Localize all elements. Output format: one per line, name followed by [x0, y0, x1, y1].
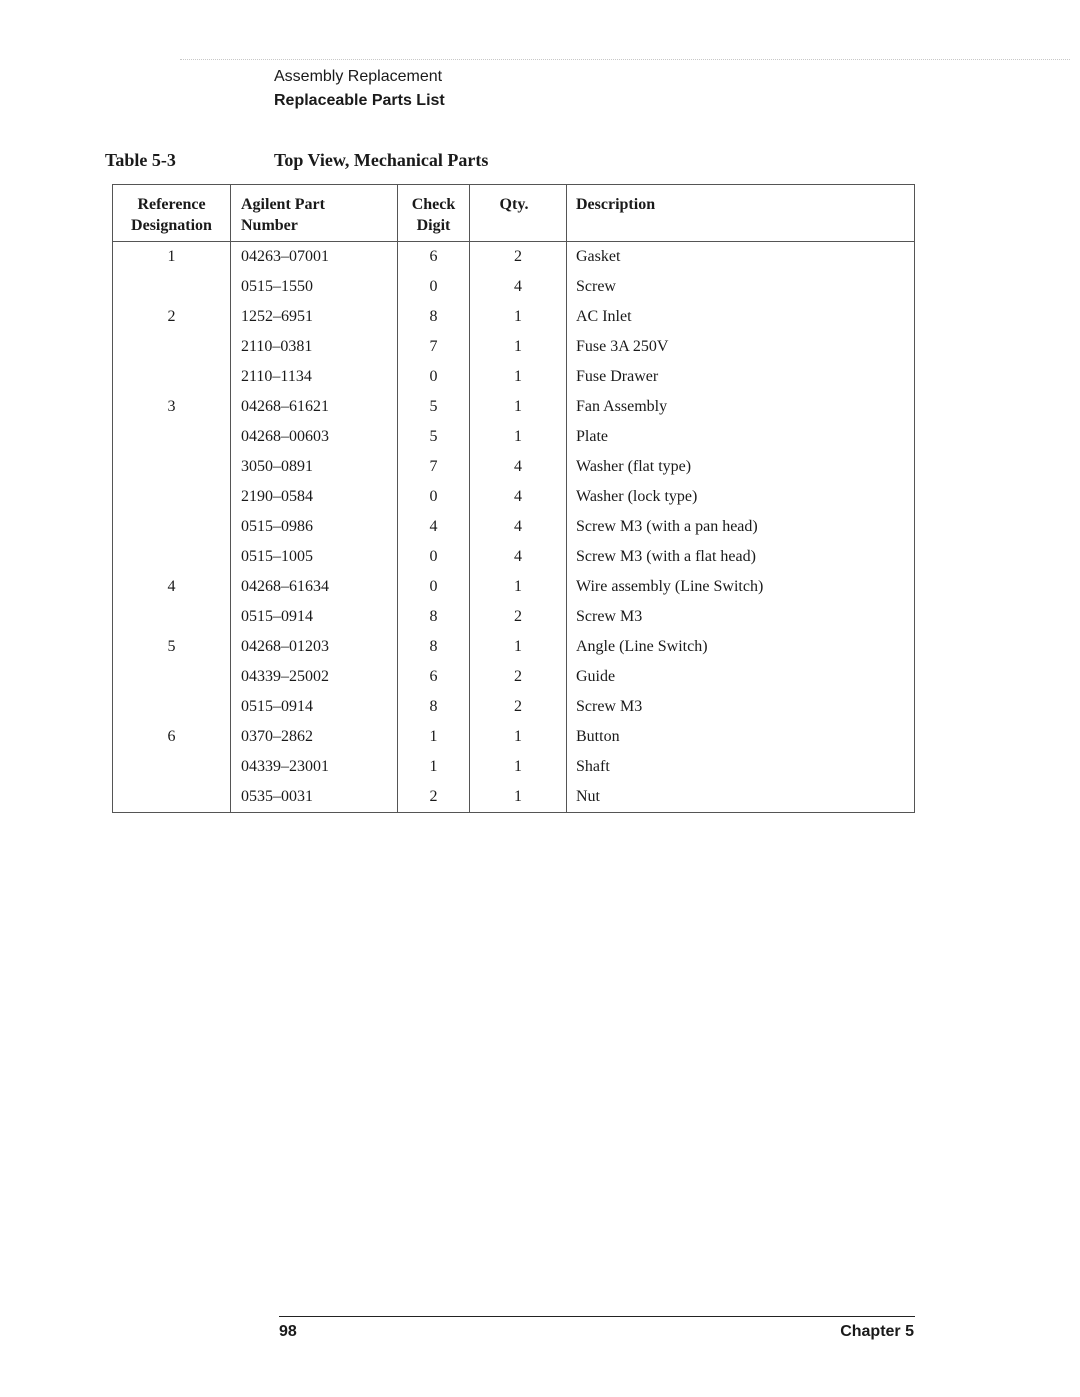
cell-qty: 1: [470, 302, 567, 332]
column-header-description: Description: [567, 185, 915, 242]
cell-description: Button: [567, 722, 915, 752]
cell-qty: 4: [470, 482, 567, 512]
table-row: [113, 242, 915, 273]
cell-qty: 2: [470, 692, 567, 722]
cell-reference: [113, 272, 231, 302]
cell-check-digit: 0: [398, 482, 470, 512]
cell-description: Shaft: [567, 752, 915, 782]
cell-part-number: 0370–2862: [231, 722, 398, 752]
cell-reference: 6: [113, 722, 231, 752]
cell-check-digit: 4: [398, 512, 470, 542]
cell-check-digit: 0: [398, 542, 470, 572]
cell-reference: [113, 422, 231, 452]
cell-qty: 2: [470, 242, 567, 273]
cell-description: Screw M3: [567, 602, 915, 632]
column-header-reference-line1: Reference: [137, 196, 206, 213]
page-number: 98: [279, 1323, 297, 1340]
cell-check-digit: 8: [398, 632, 470, 662]
cell-description: Gasket: [567, 242, 915, 273]
cell-qty: 4: [470, 512, 567, 542]
table-row: [113, 482, 915, 512]
cell-part-number: 04263–07001: [231, 242, 398, 273]
cell-reference: [113, 362, 231, 392]
cell-reference: [113, 452, 231, 482]
cell-part-number: 04268–00603: [231, 422, 398, 452]
cell-part-number: 0515–0914: [231, 692, 398, 722]
cell-reference: 2: [113, 302, 231, 332]
table-row: [113, 392, 915, 422]
cell-part-number: 1252–6951: [231, 302, 398, 332]
cell-description: Washer (lock type): [567, 482, 915, 512]
table-row: [113, 542, 915, 572]
cell-part-number: 04268–01203: [231, 632, 398, 662]
table-header-row: [113, 185, 915, 242]
cell-reference: [113, 512, 231, 542]
cell-qty: 1: [470, 782, 567, 813]
table-number: Table 5-3: [105, 150, 176, 170]
cell-part-number: 0515–1550: [231, 272, 398, 302]
column-header-part-line2: Number: [241, 217, 298, 234]
cell-part-number: 0515–0986: [231, 512, 398, 542]
cell-description: Screw M3 (with a pan head): [567, 512, 915, 542]
cell-part-number: 2110–1134: [231, 362, 398, 392]
table-body: [113, 242, 915, 813]
cell-reference: [113, 332, 231, 362]
cell-check-digit: 7: [398, 332, 470, 362]
cell-description: Plate: [567, 422, 915, 452]
cell-reference: [113, 662, 231, 692]
cell-reference: 5: [113, 632, 231, 662]
cell-qty: 2: [470, 602, 567, 632]
column-header-check-digit: [398, 185, 470, 242]
top-dotted-rule: [180, 59, 1070, 60]
table-row: [113, 782, 915, 813]
cell-reference: [113, 602, 231, 632]
cell-check-digit: 5: [398, 392, 470, 422]
cell-part-number: 04268–61634: [231, 572, 398, 602]
cell-description: Screw M3: [567, 692, 915, 722]
table-row: [113, 302, 915, 332]
column-header-check-line2: Digit: [416, 217, 451, 234]
cell-reference: 1: [113, 242, 231, 273]
cell-description: Fan Assembly: [567, 392, 915, 422]
cell-description: Fuse 3A 250V: [567, 332, 915, 362]
cell-qty: 1: [470, 752, 567, 782]
cell-check-digit: 7: [398, 452, 470, 482]
running-header: [274, 66, 445, 114]
cell-part-number: 3050–0891: [231, 452, 398, 482]
cell-description: Angle (Line Switch): [567, 632, 915, 662]
column-header-reference-line2: Designation: [131, 217, 212, 234]
column-header-part-line1: Agilent Part: [241, 196, 325, 213]
column-header-reference: [113, 185, 231, 242]
footer-rule: [279, 1316, 915, 1317]
table-row: [113, 692, 915, 722]
table-row: [113, 722, 915, 752]
table-row: [113, 662, 915, 692]
cell-part-number: 2190–0584: [231, 482, 398, 512]
cell-qty: 4: [470, 272, 567, 302]
table-row: [113, 362, 915, 392]
table-row: [113, 632, 915, 662]
cell-qty: 1: [470, 332, 567, 362]
cell-reference: 3: [113, 392, 231, 422]
column-header-check-line1: Check: [411, 196, 456, 213]
cell-qty: 1: [470, 632, 567, 662]
cell-check-digit: 6: [398, 242, 470, 273]
cell-reference: [113, 752, 231, 782]
cell-part-number: 0535–0031: [231, 782, 398, 813]
cell-reference: [113, 482, 231, 512]
cell-check-digit: 6: [398, 662, 470, 692]
cell-qty: 1: [470, 392, 567, 422]
table-row: [113, 572, 915, 602]
cell-check-digit: 0: [398, 362, 470, 392]
footer-chapter: Chapter 5: [840, 1323, 914, 1340]
cell-qty: 4: [470, 452, 567, 482]
column-header-part-number: [231, 185, 398, 242]
cell-reference: 4: [113, 572, 231, 602]
parts-table: [112, 184, 915, 813]
cell-part-number: 0515–1005: [231, 542, 398, 572]
table-row: [113, 512, 915, 542]
cell-reference: [113, 542, 231, 572]
cell-check-digit: 8: [398, 302, 470, 332]
cell-description: AC Inlet: [567, 302, 915, 332]
cell-part-number: 04268–61621: [231, 392, 398, 422]
table-row: [113, 332, 915, 362]
table-row: [113, 452, 915, 482]
chapter-title: Assembly Replacement: [274, 68, 443, 85]
cell-reference: [113, 692, 231, 722]
cell-check-digit: 1: [398, 722, 470, 752]
cell-description: Wire assembly (Line Switch): [567, 572, 915, 602]
cell-check-digit: 8: [398, 602, 470, 632]
cell-check-digit: 8: [398, 692, 470, 722]
cell-part-number: 0515–0914: [231, 602, 398, 632]
table-row: [113, 422, 915, 452]
table-title: Top View, Mechanical Parts: [274, 150, 489, 170]
cell-check-digit: 0: [398, 572, 470, 602]
table-row: [113, 752, 915, 782]
cell-check-digit: 5: [398, 422, 470, 452]
cell-description: Fuse Drawer: [567, 362, 915, 392]
cell-qty: 4: [470, 542, 567, 572]
cell-check-digit: 1: [398, 752, 470, 782]
cell-reference: [113, 782, 231, 813]
cell-qty: 1: [470, 422, 567, 452]
table-row: [113, 272, 915, 302]
cell-description: Washer (flat type): [567, 452, 915, 482]
section-title: Replaceable Parts List: [274, 92, 445, 109]
cell-part-number: 2110–0381: [231, 332, 398, 362]
cell-check-digit: 2: [398, 782, 470, 813]
cell-check-digit: 0: [398, 272, 470, 302]
cell-description: Nut: [567, 782, 915, 813]
table-row: [113, 602, 915, 632]
column-header-qty: Qty.: [470, 185, 567, 242]
cell-qty: 1: [470, 722, 567, 752]
cell-qty: 2: [470, 662, 567, 692]
cell-description: Screw: [567, 272, 915, 302]
cell-qty: 1: [470, 572, 567, 602]
cell-part-number: 04339–23001: [231, 752, 398, 782]
cell-description: Guide: [567, 662, 915, 692]
cell-qty: 1: [470, 362, 567, 392]
cell-description: Screw M3 (with a flat head): [567, 542, 915, 572]
cell-part-number: 04339–25002: [231, 662, 398, 692]
